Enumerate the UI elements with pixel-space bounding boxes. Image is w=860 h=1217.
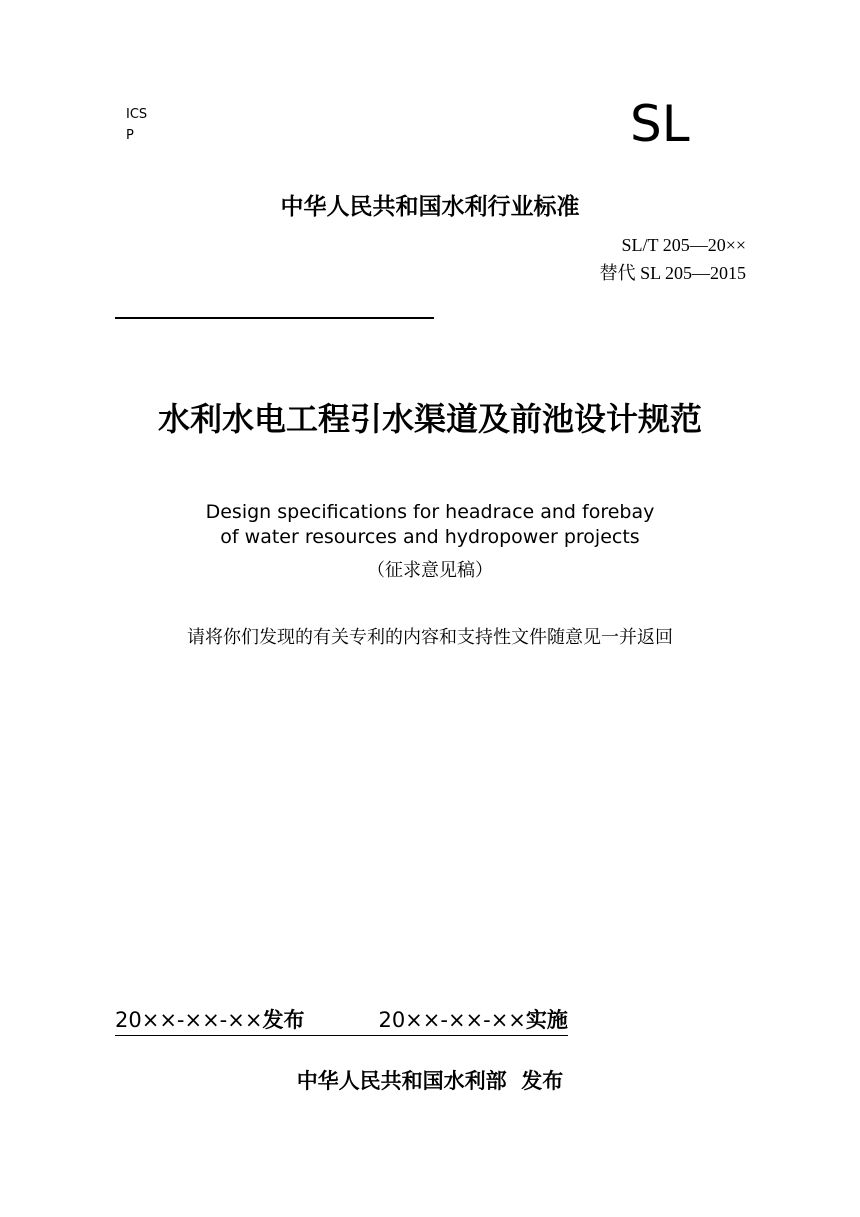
english-title <box>0 500 860 550</box>
standard-number: SL/T 205—20×× <box>621 235 746 255</box>
replaced-standard: 替代 SL 205—2015 <box>599 263 746 283</box>
ics-classification <box>126 104 147 146</box>
issue-effective-dates <box>115 1005 568 1036</box>
english-title-line-1: Design specifications for headrace and forebay <box>205 501 655 523</box>
standard-category-title: 中华人民共和国水利行业标准 <box>280 194 580 220</box>
issue-date: 20××-××-×× <box>115 1008 263 1032</box>
standard-codes <box>600 231 746 287</box>
standard-mark: SL <box>630 95 690 153</box>
class-label: P <box>126 128 134 143</box>
draft-note: （征求意见稿） <box>367 560 493 581</box>
header-rule <box>115 317 434 319</box>
publisher: 中华人民共和国水利部 发布 <box>296 1069 564 1093</box>
document-title: 水利水电工程引水渠道及前池设计规范 <box>157 400 702 438</box>
patent-notice: 请将你们发现的有关专利的内容和支持性文件随意见一并返回 <box>187 627 673 648</box>
effective-date: 20××-××-×× <box>378 1008 526 1032</box>
english-title-line-2: of water resources and hydropower projects <box>220 526 640 548</box>
issue-label: 发布 <box>262 1008 305 1032</box>
effective-label: 实施 <box>525 1008 568 1032</box>
ics-label: ICS <box>126 107 148 122</box>
